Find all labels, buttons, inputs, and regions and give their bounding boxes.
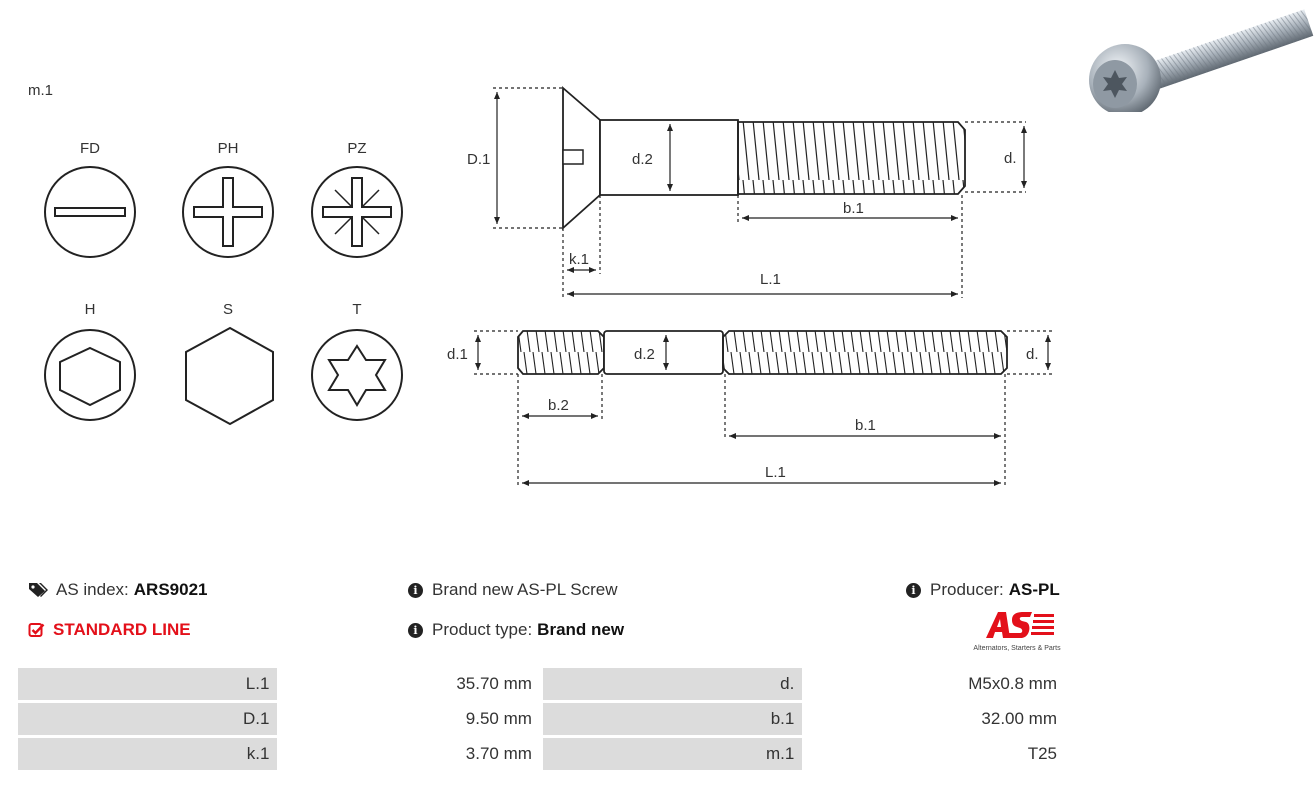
drive-category-label: m.1 <box>28 82 54 99</box>
spec-key: m.1 <box>543 738 802 770</box>
pozidriv-drive-icon <box>312 167 402 257</box>
info-icon: i <box>408 583 423 598</box>
spec-key: L.1 <box>18 668 277 700</box>
spec-value: 35.70 mm <box>280 668 540 700</box>
stud-drawing <box>518 331 1007 374</box>
table-row <box>18 668 1065 700</box>
table-row <box>18 703 1065 735</box>
dim-label-b2: b.2 <box>548 397 569 414</box>
tag-icon <box>28 582 48 598</box>
spec-key: d. <box>543 668 802 700</box>
dim-label-b1-stud: b.1 <box>855 417 876 434</box>
drive-label-fd: FD <box>80 140 100 157</box>
product-description <box>408 580 618 600</box>
phillips-drive-icon <box>183 167 273 257</box>
as-index-label: AS index: <box>56 580 129 599</box>
dim-label-k1: k.1 <box>569 251 590 268</box>
table-row <box>18 738 1065 770</box>
producer <box>906 580 1060 600</box>
drive-label-h: H <box>84 301 96 318</box>
logo-tagline: Alternators, Starters & Parts <box>973 645 1061 652</box>
product-type-value: Brand new <box>537 620 625 639</box>
dim-label-d1-head: D.1 <box>467 151 491 168</box>
as-index <box>28 580 207 600</box>
dim-label-d-top: d. <box>1004 150 1017 167</box>
countersunk-screw-drawing <box>563 88 965 228</box>
product-photo <box>1085 0 1316 115</box>
standard-line-text: STANDARD LINE <box>53 620 191 639</box>
hex-head-drive-icon <box>186 328 273 424</box>
specs-table <box>15 665 1068 773</box>
description-text: Brand new AS-PL Screw <box>432 580 618 599</box>
dim-label-l1-top: L.1 <box>760 271 781 288</box>
slotted-drive-icon <box>45 167 135 257</box>
dim-label-d-stud: d. <box>1026 346 1039 363</box>
product-type <box>408 620 624 640</box>
as-index-value: ARS9021 <box>133 580 208 599</box>
drive-label-s: S <box>222 301 234 318</box>
product-type-label: Product type: <box>432 620 533 639</box>
spec-value: 9.50 mm <box>280 703 540 735</box>
drive-label-pz: PZ <box>347 140 367 157</box>
as-pl-logo <box>960 608 1070 654</box>
spec-key: D.1 <box>18 703 277 735</box>
spec-key: b.1 <box>543 703 802 735</box>
info-icon: i <box>408 623 423 638</box>
info-icon: i <box>906 583 921 598</box>
dim-label-l1-stud: L.1 <box>765 464 786 481</box>
dim-label-d2-top: d.2 <box>632 151 653 168</box>
drive-label-t: T <box>352 301 362 318</box>
dim-label-b1-top: b.1 <box>843 200 864 217</box>
dim-label-d2-stud: d.2 <box>634 346 655 363</box>
check-square-icon <box>28 622 45 638</box>
hex-socket-drive-icon <box>45 330 135 420</box>
producer-label: Producer: <box>930 580 1004 599</box>
spec-value: 3.70 mm <box>280 738 540 770</box>
drive-label-ph: PH <box>217 140 239 157</box>
standard-line-badge <box>28 620 191 640</box>
spec-key: k.1 <box>18 738 277 770</box>
spec-value: T25 <box>805 738 1065 770</box>
spec-value: M5x0.8 mm <box>805 668 1065 700</box>
spec-value: 32.00 mm <box>805 703 1065 735</box>
dim-label-d1-stud: d.1 <box>447 346 468 363</box>
torx-drive-icon <box>312 330 402 420</box>
producer-value: AS-PL <box>1008 580 1060 599</box>
